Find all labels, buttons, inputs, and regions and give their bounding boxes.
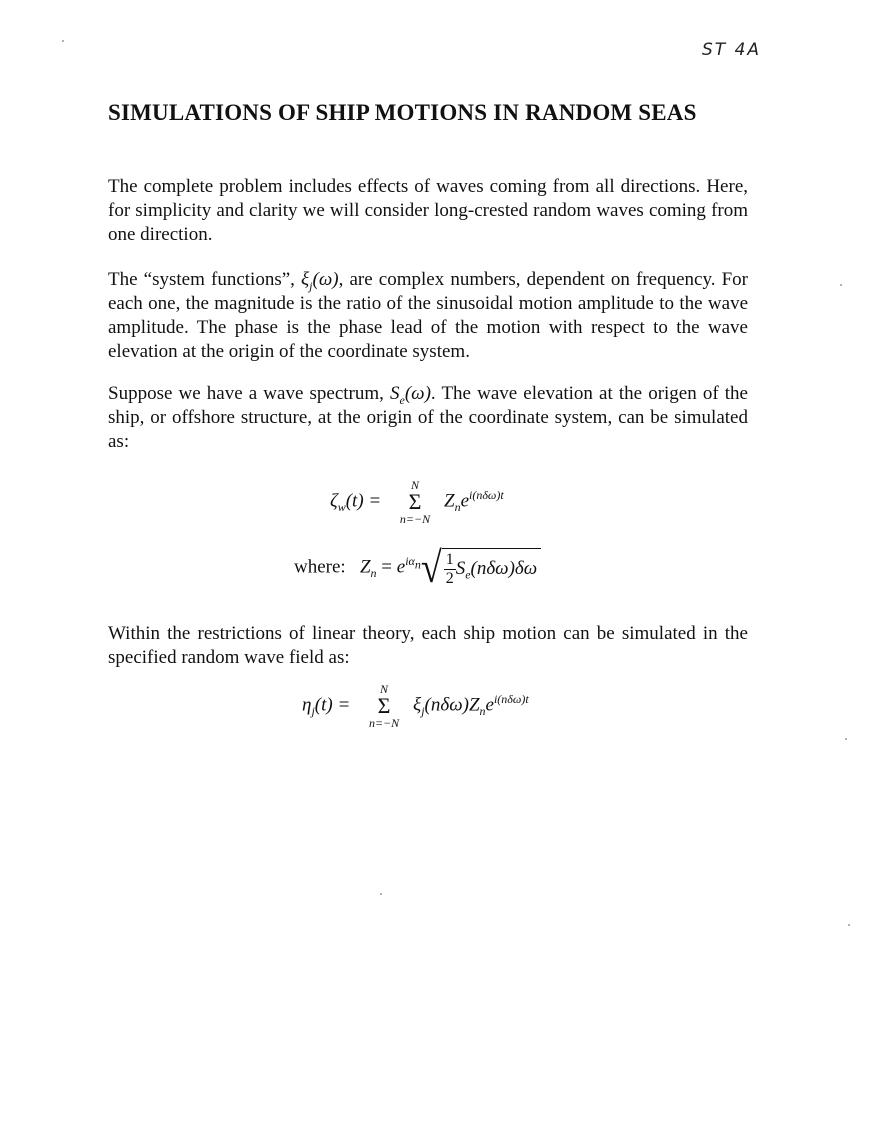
eq1-exp-base: e xyxy=(460,490,469,512)
scan-speck xyxy=(380,893,382,895)
fraction-numerator: 1 xyxy=(445,551,454,568)
eq3-summation xyxy=(361,682,407,730)
p2-rest: , are complex numbers, dependent on frequency. For each one, the magnitude is the ratio of the sinusoidal motion amplitude to the wave amplitude. The phase is the phase lead of the motion with respect to the wave elevation at the origin of the coordinate system. xyxy=(108,269,748,362)
scan-speck xyxy=(840,284,842,286)
equation-amplitude xyxy=(294,543,541,593)
p3-start: Suppose we have a wave spectrum, xyxy=(108,383,391,404)
paragraph-system-functions xyxy=(108,268,748,364)
scan-speck xyxy=(845,738,847,740)
eq1-exponent: i(nδω)t xyxy=(469,488,504,503)
spectrum-argument: (ω) xyxy=(404,383,431,404)
eq3-xi-sub: j xyxy=(421,704,425,719)
spectrum-subscript: e xyxy=(399,392,405,407)
eq1-lhs-arg: (t) = xyxy=(345,490,382,512)
paragraph-intro: The complete problem includes effects of waves coming from all directions. Here, for simplicity and clarity we will consider long-crested random waves coming from one direction. xyxy=(108,176,748,245)
eq2-lhs: Z xyxy=(359,556,371,578)
eq3-lhs: η xyxy=(302,694,312,716)
eq1-summation xyxy=(392,478,438,526)
eq1-lhs: ζ xyxy=(330,490,338,512)
eq3-lower-limit: n=−N xyxy=(368,716,400,730)
eq2-spectrum-sub: e xyxy=(465,567,471,582)
eq1-term: Z xyxy=(443,490,455,512)
eq2-exponent-text: iα xyxy=(405,554,415,569)
sqrt-body xyxy=(442,548,541,588)
xi-argument: (ω) xyxy=(312,269,339,290)
p2-start: The “system functions”, xyxy=(108,269,302,290)
eq1-lower-limit: n=−N xyxy=(399,512,431,526)
eq3-exponent: i(nδω)t xyxy=(493,692,529,707)
eq3-xi-arg: (nδω) xyxy=(424,694,469,716)
eq1-lhs-sub: w xyxy=(337,500,346,515)
where-label: where: xyxy=(294,556,346,578)
eq2-spectrum: S xyxy=(455,557,466,579)
xi-subscript: j xyxy=(309,278,313,293)
handwritten-note: ST 4A xyxy=(702,40,762,60)
eq2-exp-base: e xyxy=(396,556,406,578)
p3-rest: . The wave elevation at the origen of the ship, or offshore structure, at the origin of the coordinate system, can be simulated as: xyxy=(108,383,748,452)
radical-sign: √ xyxy=(420,543,442,593)
paragraph-wave-spectrum xyxy=(108,382,748,454)
equation-wave-elevation xyxy=(330,478,504,526)
eq3-lhs-sub: j xyxy=(311,704,315,719)
fraction-half xyxy=(444,551,456,588)
spectrum-symbol: S xyxy=(390,383,400,404)
xi-symbol: ξ xyxy=(301,269,310,290)
eq3-lhs-arg: (t) = xyxy=(314,694,351,716)
page-title: SIMULATIONS OF SHIP MOTIONS IN RANDOM SEAS xyxy=(108,100,697,125)
eq1-term-sub: n xyxy=(454,500,461,515)
eq2-exponent-sub: n xyxy=(414,557,421,572)
eq3-term: Z xyxy=(468,694,480,716)
paragraph-linear-theory: Within the restrictions of linear theory, each ship motion can be simulated in the specified random wave field as: xyxy=(108,623,748,668)
eq1-upper-limit: N xyxy=(410,478,419,492)
fraction-denominator: 2 xyxy=(445,570,454,587)
eq3-term-sub: n xyxy=(479,704,486,719)
scan-speck xyxy=(62,40,64,42)
eq3-exp-base: e xyxy=(485,694,494,716)
eq2-exponent xyxy=(405,554,421,572)
eq2-equals: = xyxy=(381,556,392,578)
scan-speck xyxy=(848,924,850,926)
eq3-upper-limit: N xyxy=(380,682,389,696)
eq2-spectrum-arg: (nδω)δω xyxy=(470,557,538,579)
eq3-xi: ξ xyxy=(413,694,422,716)
eq1-sigma: Σ xyxy=(408,489,422,514)
eq2-lhs-sub: n xyxy=(370,566,377,581)
eq3-sigma: Σ xyxy=(377,693,391,718)
sqrt-symbol xyxy=(420,543,541,593)
equation-ship-motion xyxy=(302,682,529,730)
